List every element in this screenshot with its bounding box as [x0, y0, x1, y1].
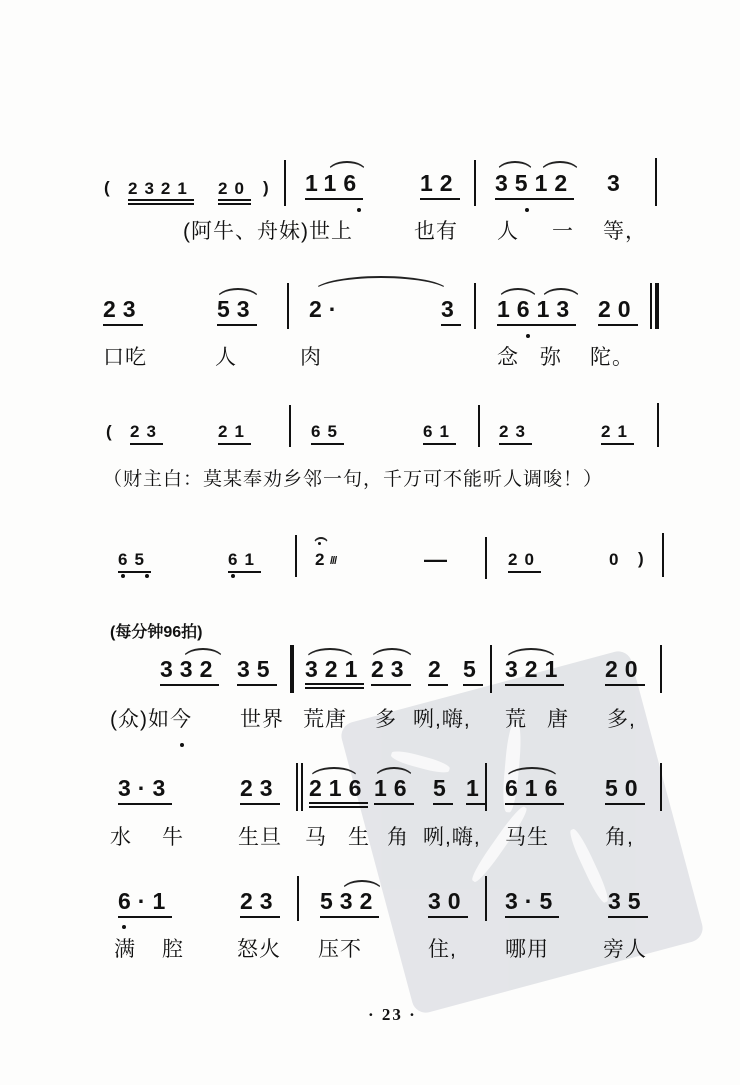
paren-close: ) — [263, 178, 276, 197]
note-group: 65 — [118, 551, 151, 573]
note-group: 20 — [508, 551, 541, 573]
octave-dot — [231, 574, 235, 578]
paren-open: ( — [106, 422, 119, 441]
lyric: 角 — [387, 826, 409, 849]
note-group: 20 — [605, 658, 645, 686]
rest: 0 — [609, 550, 626, 569]
note-group: 321 — [305, 658, 364, 689]
note-group: 23 — [103, 298, 143, 326]
note-group: 21 — [601, 423, 634, 445]
note-group: 2321 — [128, 180, 194, 205]
spoken-line: （财主白：莫某奉劝乡邻一句，千万可不能听人调唆！） — [103, 469, 604, 490]
octave-dot — [525, 208, 529, 212]
lyric: 压不 — [318, 938, 362, 961]
barline — [490, 645, 492, 693]
note-group: 321 — [505, 658, 564, 686]
barline — [660, 763, 662, 811]
lyric: 满 — [114, 938, 136, 961]
final-barline-thick — [655, 283, 659, 329]
barline — [289, 405, 291, 447]
barline — [284, 160, 286, 206]
note-group: 23 — [240, 890, 280, 918]
paren-open: ( — [104, 178, 117, 197]
octave-dot — [526, 334, 530, 338]
lyric: 多 — [375, 708, 397, 731]
lyric: 荒 — [505, 708, 527, 731]
lyric: 念 — [497, 346, 519, 369]
barline — [287, 283, 289, 329]
lyric: 哪用 — [505, 938, 549, 961]
lyric: 世界 — [240, 708, 284, 731]
lyric: (阿牛、舟妹)世上 — [183, 220, 353, 243]
barline — [474, 283, 476, 329]
extension-dash: — — [424, 546, 447, 572]
note-group: 1613 — [497, 298, 576, 326]
lyric: 唐 — [547, 708, 569, 731]
barline — [474, 160, 476, 206]
note-group: 532 — [320, 890, 379, 918]
note-group: 23 — [371, 658, 411, 686]
lyric: 弥 — [540, 346, 562, 369]
mark-dot — [180, 743, 184, 747]
lyric: 旁人 — [603, 938, 647, 961]
note-group: 3512 — [495, 172, 574, 200]
note-group: 61 — [228, 551, 261, 573]
lyric: (众)如今 — [110, 708, 192, 731]
note-group: 2· — [309, 296, 344, 322]
note-group: 65 — [311, 423, 344, 445]
lyric: 一 — [552, 220, 574, 243]
note-group: 35 — [237, 658, 277, 686]
lyric: 陀。 — [590, 346, 634, 369]
octave-dot — [121, 574, 125, 578]
tie — [313, 276, 449, 292]
note-group: 23 — [240, 777, 280, 805]
barline — [662, 533, 664, 577]
note-group: 61 — [423, 423, 456, 445]
note-group: 3 — [607, 170, 627, 196]
lyric: 咧,嗨, — [413, 708, 471, 731]
fermata-dot — [318, 542, 321, 545]
barline — [655, 158, 657, 206]
lyric: 人 — [215, 346, 237, 369]
lyric: 角, — [605, 826, 634, 849]
note-group: 5 — [433, 777, 453, 805]
note-group: 1 — [466, 777, 486, 805]
barline — [485, 876, 487, 921]
note-group: 332 — [160, 658, 219, 686]
lyric: 水 — [110, 826, 132, 849]
note-group: 116 — [305, 172, 363, 200]
fermata — [313, 537, 329, 545]
note-group: 5 — [463, 658, 483, 686]
final-barline-thin — [650, 283, 652, 329]
lyric: 牛 — [162, 826, 184, 849]
barline — [660, 645, 662, 693]
note-group: 3 — [441, 298, 461, 326]
lyric: 等， — [603, 220, 647, 243]
barline — [657, 403, 659, 447]
octave-dot — [145, 574, 149, 578]
note-group: 23 — [499, 423, 532, 445]
lyric: 生旦 — [238, 826, 282, 849]
barline — [485, 537, 487, 579]
note-group: 35 — [608, 890, 648, 918]
note-group: 3·5 — [505, 890, 559, 918]
lyric: 马生 — [505, 826, 549, 849]
lyric: 也有 — [414, 220, 458, 243]
note-group: 616 — [505, 777, 564, 805]
lyric: 荒唐 — [303, 708, 347, 731]
lyric: 多, — [607, 708, 636, 731]
note-group: 2 — [315, 550, 332, 569]
note-group: 30 — [428, 890, 468, 918]
lyric: 口吃 — [103, 346, 147, 369]
note-group: 21 — [218, 423, 251, 445]
note-group: 216 — [309, 777, 368, 808]
lyric: 生 — [348, 826, 370, 849]
note-group: 6·1 — [118, 890, 172, 918]
lyric: 住, — [428, 938, 457, 961]
tempo-marking: (每分钟96拍) — [110, 624, 203, 641]
note-group: 53 — [217, 298, 257, 326]
note-group: 16 — [374, 777, 414, 805]
note-group: 20 — [598, 298, 638, 326]
lyric: 腔 — [162, 938, 184, 961]
note-group: 3·3 — [118, 777, 172, 805]
lyric: 咧,嗨, — [423, 826, 481, 849]
barline — [485, 763, 487, 811]
page-number: · 23 · — [368, 1005, 417, 1024]
paren-close: ) — [638, 549, 651, 568]
barline — [297, 876, 299, 921]
barline — [295, 535, 297, 577]
lyric: 马 — [305, 826, 327, 849]
lyric: 肉 — [300, 346, 322, 369]
note-group: 20 — [218, 180, 251, 205]
note-group: 12 — [420, 172, 460, 200]
barline — [301, 763, 303, 811]
octave-dot — [357, 208, 361, 212]
octave-dot — [122, 925, 126, 929]
barline — [296, 763, 298, 811]
note-group: 23 — [130, 423, 163, 445]
tremolo-mark: /// — [330, 555, 337, 567]
note-group: 2 — [428, 658, 448, 686]
lyric: 怒火 — [237, 938, 281, 961]
barline — [478, 405, 480, 447]
lyric: 人 — [497, 220, 519, 243]
barline — [290, 645, 294, 693]
note-group: 50 — [605, 777, 645, 805]
